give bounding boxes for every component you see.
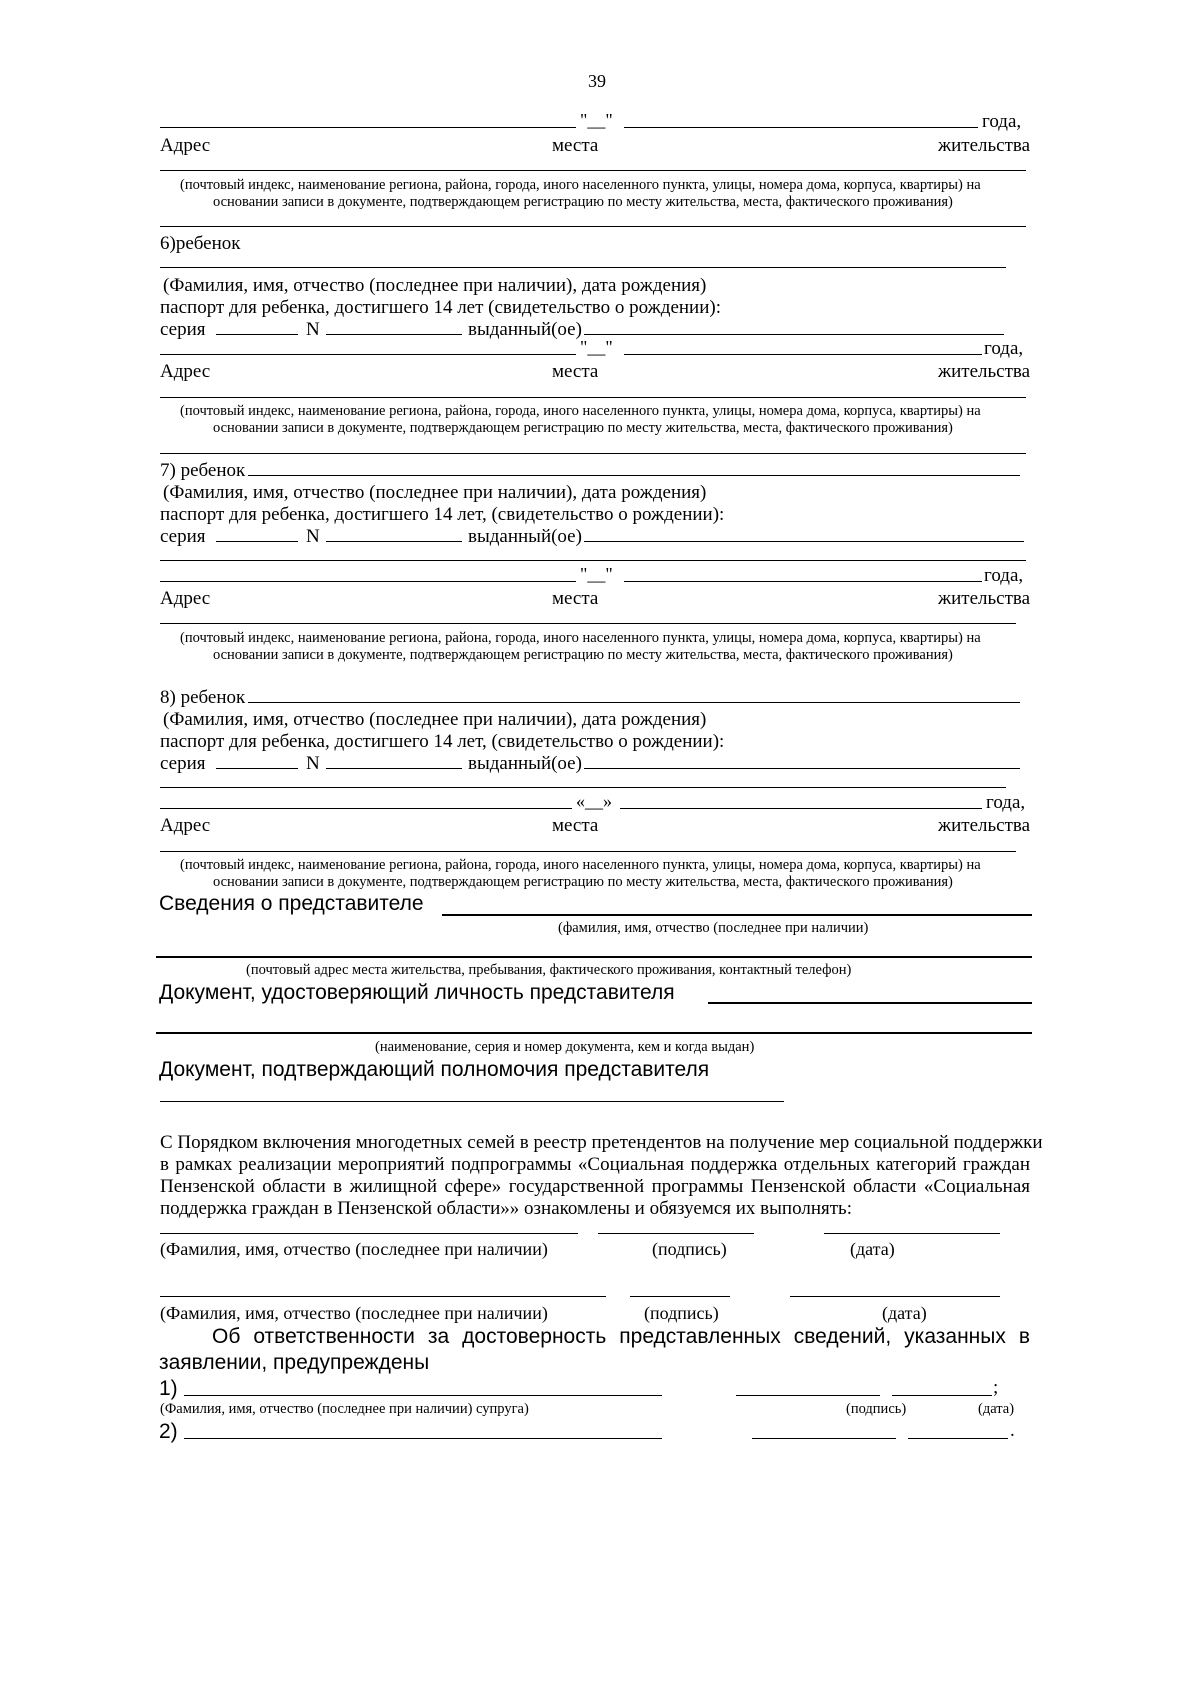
spouse-note: (Фамилия, имя, отчество (последнее при наличии) супруга) — [160, 1401, 529, 1417]
signature-fio-note: (Фамилия, имя, отчество (последнее при наличии) — [160, 1303, 548, 1323]
page-number: 39 — [588, 71, 606, 91]
blank-line[interactable] — [624, 127, 978, 128]
child-7-label: 7) ребенок — [160, 460, 246, 481]
address-label: Адрес — [160, 135, 211, 156]
number-field[interactable] — [326, 768, 462, 769]
child-7-name-line[interactable] — [248, 475, 1020, 476]
signature-fio-note: (Фамилия, имя, отчество (последнее при наличии) — [160, 1239, 548, 1259]
address-label: места — [552, 588, 599, 609]
signature-date-note: (дата) — [850, 1239, 895, 1259]
issued-label: выданный(ое) — [468, 526, 582, 547]
child-6-name-line[interactable] — [160, 267, 1006, 268]
number-field[interactable] — [326, 334, 462, 335]
fio-birth-note: (Фамилия, имя, отчество (последнее при наличии), дата рождения) — [163, 709, 707, 730]
child-8-label: 8) ребенок — [160, 687, 246, 708]
number-field[interactable] — [326, 541, 462, 542]
blank-line[interactable] — [160, 226, 1026, 227]
year-label: года, — [982, 111, 1022, 132]
child-6-label: 6)ребенок — [160, 233, 241, 254]
blank-line[interactable] — [160, 127, 576, 128]
blank-line[interactable] — [160, 581, 576, 582]
spouse-date-note: (дата) — [978, 1401, 1015, 1417]
address-note: основании записи в документе, подтверждающем регистрацию по месту жительства, места, фактического проживания) — [213, 647, 953, 663]
address-field-line[interactable] — [160, 170, 1026, 171]
agreement-text-line: Пензенской области в жилищной сфере» государственной программы Пензенской области «Социальная — [160, 1176, 1030, 1197]
address-label: места — [552, 361, 599, 382]
representative-id-doc-note: (наименование, серия и номер документа, кем и когда выдан) — [375, 1039, 755, 1055]
representative-authority-doc-label: Документ, подтверждающий полномочия представителя — [159, 1058, 710, 1081]
representative-fio-note: (фамилия, имя, отчество (последнее при наличии) — [558, 920, 869, 936]
semicolon: ; — [993, 1377, 999, 1398]
signature-name-field[interactable] — [160, 1233, 578, 1234]
issued-field[interactable] — [584, 768, 1020, 769]
address-note: основании записи в документе, подтверждающем регистрацию по месту жительства, места, фактического проживания) — [213, 874, 953, 890]
signature-sign-field[interactable] — [630, 1296, 730, 1297]
spouse-2-date-field[interactable] — [908, 1438, 1008, 1439]
address-note: (почтовый индекс, наименование региона, района, города, иного населенного пункта, улицы, номера дома, корпуса, квартиры) на — [180, 403, 981, 419]
period: . — [1010, 1420, 1015, 1441]
issued-field[interactable] — [584, 541, 1024, 542]
representative-id-doc-label: Документ, удостоверяющий личность представителя — [159, 981, 675, 1004]
year-label: года, — [984, 565, 1024, 586]
blank-line[interactable] — [160, 787, 1006, 788]
number-label: N — [306, 319, 320, 340]
seria-label: серия — [160, 753, 206, 774]
signature-date-note: (дата) — [882, 1303, 927, 1323]
representative-authority-doc-field[interactable] — [160, 1101, 784, 1102]
seria-field[interactable] — [216, 541, 298, 542]
issued-label: выданный(ое) — [468, 319, 582, 340]
responsibility-item-1: 1) — [159, 1377, 178, 1400]
spouse-2-sign-field[interactable] — [752, 1438, 896, 1439]
agreement-text-line: С Порядком включения многодетных семей в реестр претендентов на получение мер социальной поддержки — [160, 1132, 1043, 1153]
seria-label: серия — [160, 526, 206, 547]
agreement-text-line: поддержка граждан в Пензенской области»» ознакомлены и обязуемся их выполнять: — [160, 1198, 852, 1219]
blank-line[interactable] — [624, 354, 982, 355]
year-label: года, — [986, 792, 1026, 813]
representative-address-note: (почтовый адрес места жительства, пребывания, фактического проживания, контактный телефон) — [246, 962, 852, 978]
address-field-line[interactable] — [160, 851, 1016, 852]
fio-birth-note: (Фамилия, имя, отчество (последнее при наличии), дата рождения) — [163, 275, 707, 296]
blank-line[interactable] — [620, 808, 982, 809]
day-quote: "__" — [580, 337, 613, 357]
responsibility-text-line: заявлении, предупреждены — [159, 1351, 430, 1374]
representative-address-field[interactable] — [156, 956, 1032, 958]
fio-birth-note: (Фамилия, имя, отчество (последнее при наличии), дата рождения) — [163, 482, 707, 503]
representative-name-field[interactable] — [442, 914, 1032, 916]
signature-date-field[interactable] — [824, 1233, 1000, 1234]
address-note: основании записи в документе, подтверждающем регистрацию по месту жительства, места, фактического проживания) — [213, 194, 953, 210]
passport-label: паспорт для ребенка, достигшего 14 лет, (свидетельство о рождении): — [160, 504, 725, 525]
address-field-line[interactable] — [160, 623, 1016, 624]
signature-name-field[interactable] — [160, 1296, 606, 1297]
representative-id-doc-field[interactable] — [708, 1002, 1032, 1004]
agreement-text-line: в рамках реализации мероприятий подпрограммы «Социальная поддержка отдельных категорий граждан — [160, 1154, 1030, 1175]
spouse-sign-note: (подпись) — [846, 1401, 907, 1417]
address-label: Адрес — [160, 361, 211, 382]
seria-label: серия — [160, 319, 206, 340]
address-label: места — [552, 815, 599, 836]
spouse-1-name-field[interactable] — [184, 1395, 662, 1396]
responsibility-item-2: 2) — [159, 1420, 178, 1443]
passport-label: паспорт для ребенка, достигшего 14 лет (свидетельство о рождении): — [160, 297, 721, 318]
blank-line[interactable] — [160, 453, 1026, 454]
address-label: Адрес — [160, 588, 211, 609]
address-label: жительства — [938, 815, 1031, 836]
address-label: жительства — [938, 135, 1031, 156]
blank-line[interactable] — [160, 560, 1026, 561]
day-quote: «__» — [576, 791, 612, 811]
issued-label: выданный(ое) — [468, 753, 582, 774]
representative-info-label: Сведения о представителе — [159, 892, 424, 915]
seria-field[interactable] — [216, 768, 298, 769]
signature-sign-field[interactable] — [598, 1233, 754, 1234]
address-note: (почтовый индекс, наименование региона, района, города, иного населенного пункта, улицы, номера дома, корпуса, квартиры) на — [180, 857, 981, 873]
address-note: основании записи в документе, подтверждающем регистрацию по месту жительства, места, фактического проживания) — [213, 420, 953, 436]
passport-label: паспорт для ребенка, достигшего 14 лет, (свидетельство о рождении): — [160, 731, 725, 752]
address-note: (почтовый индекс, наименование региона, района, города, иного населенного пункта, улицы, номера дома, корпуса, квартиры) на — [180, 630, 981, 646]
blank-line[interactable] — [160, 354, 576, 355]
spouse-1-sign-field[interactable] — [736, 1395, 880, 1396]
number-label: N — [306, 526, 320, 547]
responsibility-text-line: Об ответственности за достоверность представленных сведений, указанных в — [212, 1325, 1030, 1348]
address-note: (почтовый индекс, наименование региона, района, города, иного населенного пункта, улицы, номера дома, корпуса, квартиры) на — [180, 177, 981, 193]
representative-id-doc-field[interactable] — [156, 1032, 1032, 1034]
address-label: жительства — [938, 361, 1031, 382]
signature-sign-note: (подпись) — [644, 1303, 719, 1323]
signature-date-field[interactable] — [790, 1296, 1000, 1297]
address-label: Адрес — [160, 815, 211, 836]
address-label: места — [552, 135, 599, 156]
child-8-name-line[interactable] — [248, 702, 1020, 703]
address-field-line[interactable] — [160, 397, 1026, 398]
spouse-2-name-field[interactable] — [184, 1438, 662, 1439]
blank-line[interactable] — [160, 808, 572, 809]
blank-line[interactable] — [624, 581, 982, 582]
issued-field[interactable] — [584, 334, 1004, 335]
year-label: года, — [984, 338, 1024, 359]
seria-field[interactable] — [216, 334, 298, 335]
spouse-1-date-field[interactable] — [892, 1395, 992, 1396]
address-label: жительства — [938, 588, 1031, 609]
signature-sign-note: (подпись) — [652, 1239, 727, 1259]
day-quote: "__" — [580, 110, 613, 130]
day-quote: "__" — [580, 564, 613, 584]
number-label: N — [306, 753, 320, 774]
